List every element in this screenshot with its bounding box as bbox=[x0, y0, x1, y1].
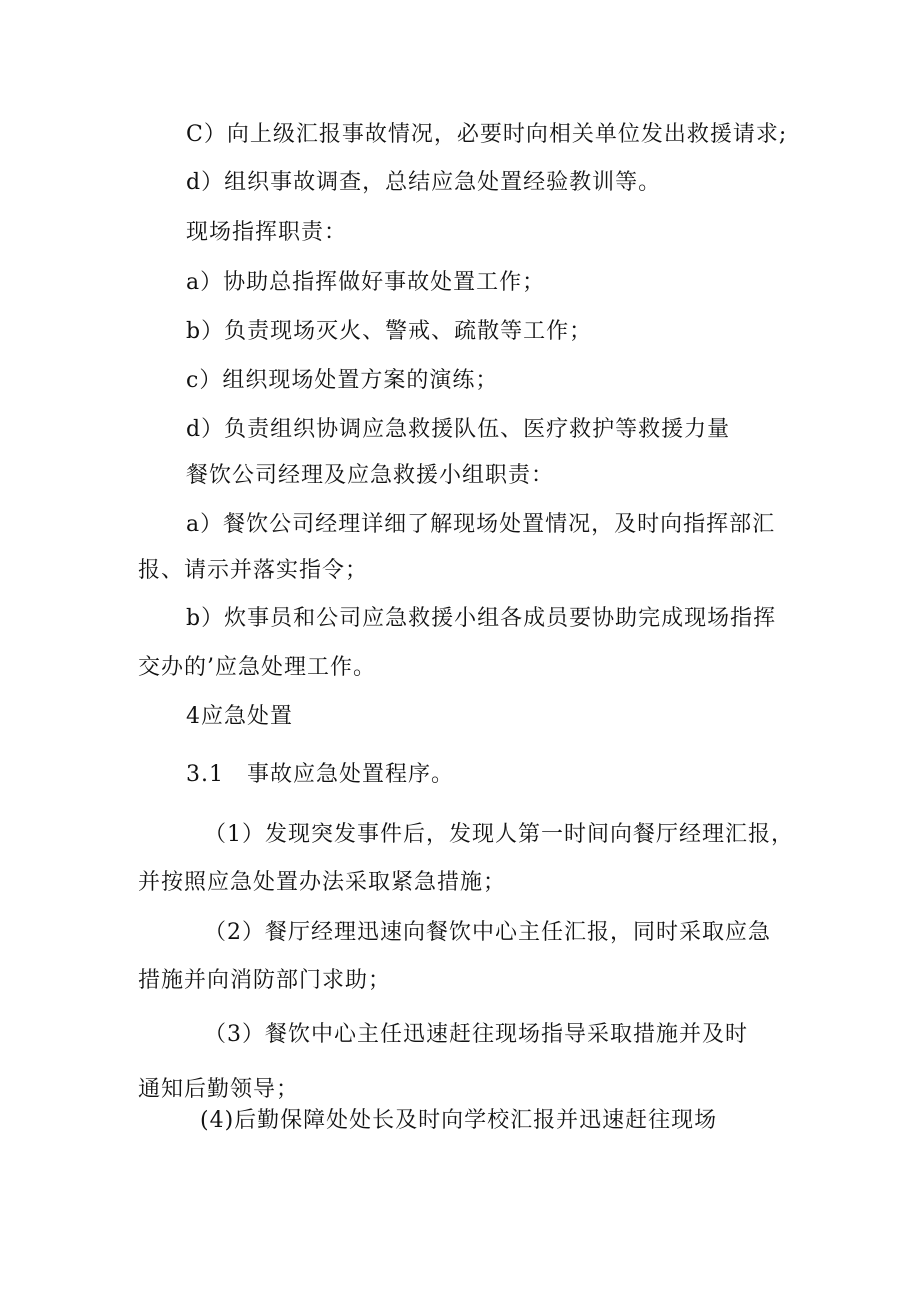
text-line-b-firefighting: b）负责现场灭火、警戒、疏散等工作； bbox=[186, 319, 593, 344]
text-line-b-continuation: 交办的’应急处理工作。 bbox=[138, 655, 376, 680]
text-line-step-3: （3）餐饮中心主任迅速赶往现场指导采取措施并及时 bbox=[204, 1022, 748, 1047]
text-line-a-assist-commander: a）协助总指挥做好事故处置工作； bbox=[186, 270, 546, 295]
text-line-step-3-continuation: 通知后勤领导； bbox=[138, 1077, 300, 1102]
text-line-b-cooks-assist: b）炊事员和公司应急救援小组各成员要协助完成现场指挥 bbox=[186, 606, 777, 631]
text-line-step-2-continuation: 措施并向消防部门求助； bbox=[138, 968, 392, 993]
text-line-c-report-superiors: C）向上级汇报事故情况，必要时向相关单位发出救援请求; bbox=[186, 122, 788, 147]
text-line-step-1-continuation: 并按照应急处置办法采取紧急措施； bbox=[138, 870, 507, 895]
text-line-c-drills: c）组织现场处置方案的演练； bbox=[186, 368, 499, 393]
text-line-step-2: （2）餐厅经理迅速向餐饮中心主任汇报，同时采取应急 bbox=[204, 920, 771, 945]
text-line-a-continuation: 报、请示并落实指令； bbox=[138, 558, 369, 583]
text-line-d-investigation: d）组织事故调查，总结应急处置经验教训等。 bbox=[186, 170, 662, 195]
text-line-step-1: （1）发现突发事件后，发现人第一时间向餐厅经理汇报， bbox=[204, 822, 794, 847]
section-heading-emergency-handling: 4应急处置 bbox=[186, 704, 293, 729]
subsection-heading-procedure: 3.1 事故应急处置程序。 bbox=[186, 762, 454, 787]
text-line-d-coordinate-rescue: d）负责组织协调应急救援队伍、医疗救护等救援力量 bbox=[186, 417, 731, 442]
heading-catering-manager-duties: 餐饮公司经理及应急救援小组职责： bbox=[186, 463, 555, 488]
text-line-step-4: (4)后勤保障处处长及时向学校汇报并迅速赶往现场 bbox=[200, 1108, 718, 1133]
heading-onsite-command-duties: 现场指挥职责： bbox=[186, 220, 348, 245]
text-line-a-manager-report: a）餐饮公司经理详细了解现场处置情况，及时向指挥部汇 bbox=[186, 512, 776, 537]
